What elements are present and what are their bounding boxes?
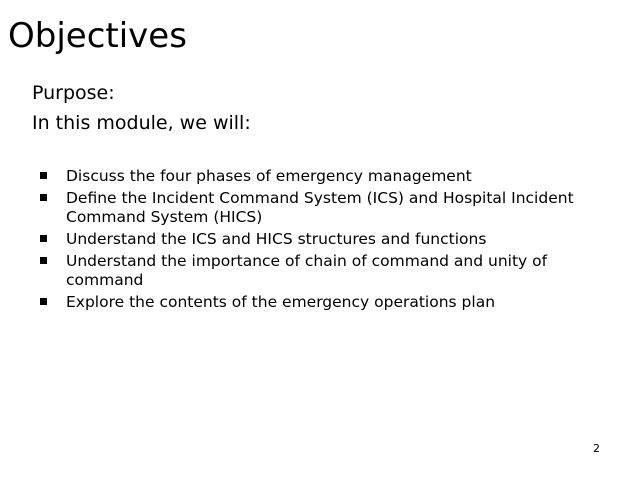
module-intro-line: In this module, we will: [32, 112, 251, 134]
bullet-text: Explore the contents of the emergency operations plan [66, 293, 496, 311]
slide-title: Objectives [8, 16, 187, 56]
list-item [40, 167, 600, 186]
intro-text [32, 78, 251, 138]
square-bullet-icon [40, 298, 47, 305]
square-bullet-icon [40, 235, 47, 242]
square-bullet-icon [40, 172, 47, 179]
bullet-text: Define the Incident Command System (ICS) and Hospital Incident Command System (HICS) [66, 189, 574, 226]
list-item [40, 293, 600, 312]
page-number: 2 [593, 442, 600, 455]
list-item [40, 252, 600, 290]
list-item [40, 230, 600, 249]
purpose-label: Purpose: [32, 82, 115, 104]
bullet-text: Understand the importance of chain of command and unity of command [66, 252, 548, 289]
bullet-text: Discuss the four phases of emergency management [66, 167, 472, 185]
bullet-text: Understand the ICS and HICS structures and functions [66, 230, 487, 248]
list-item [40, 189, 600, 227]
objectives-list [40, 167, 600, 315]
square-bullet-icon [40, 194, 47, 201]
square-bullet-icon [40, 257, 47, 264]
